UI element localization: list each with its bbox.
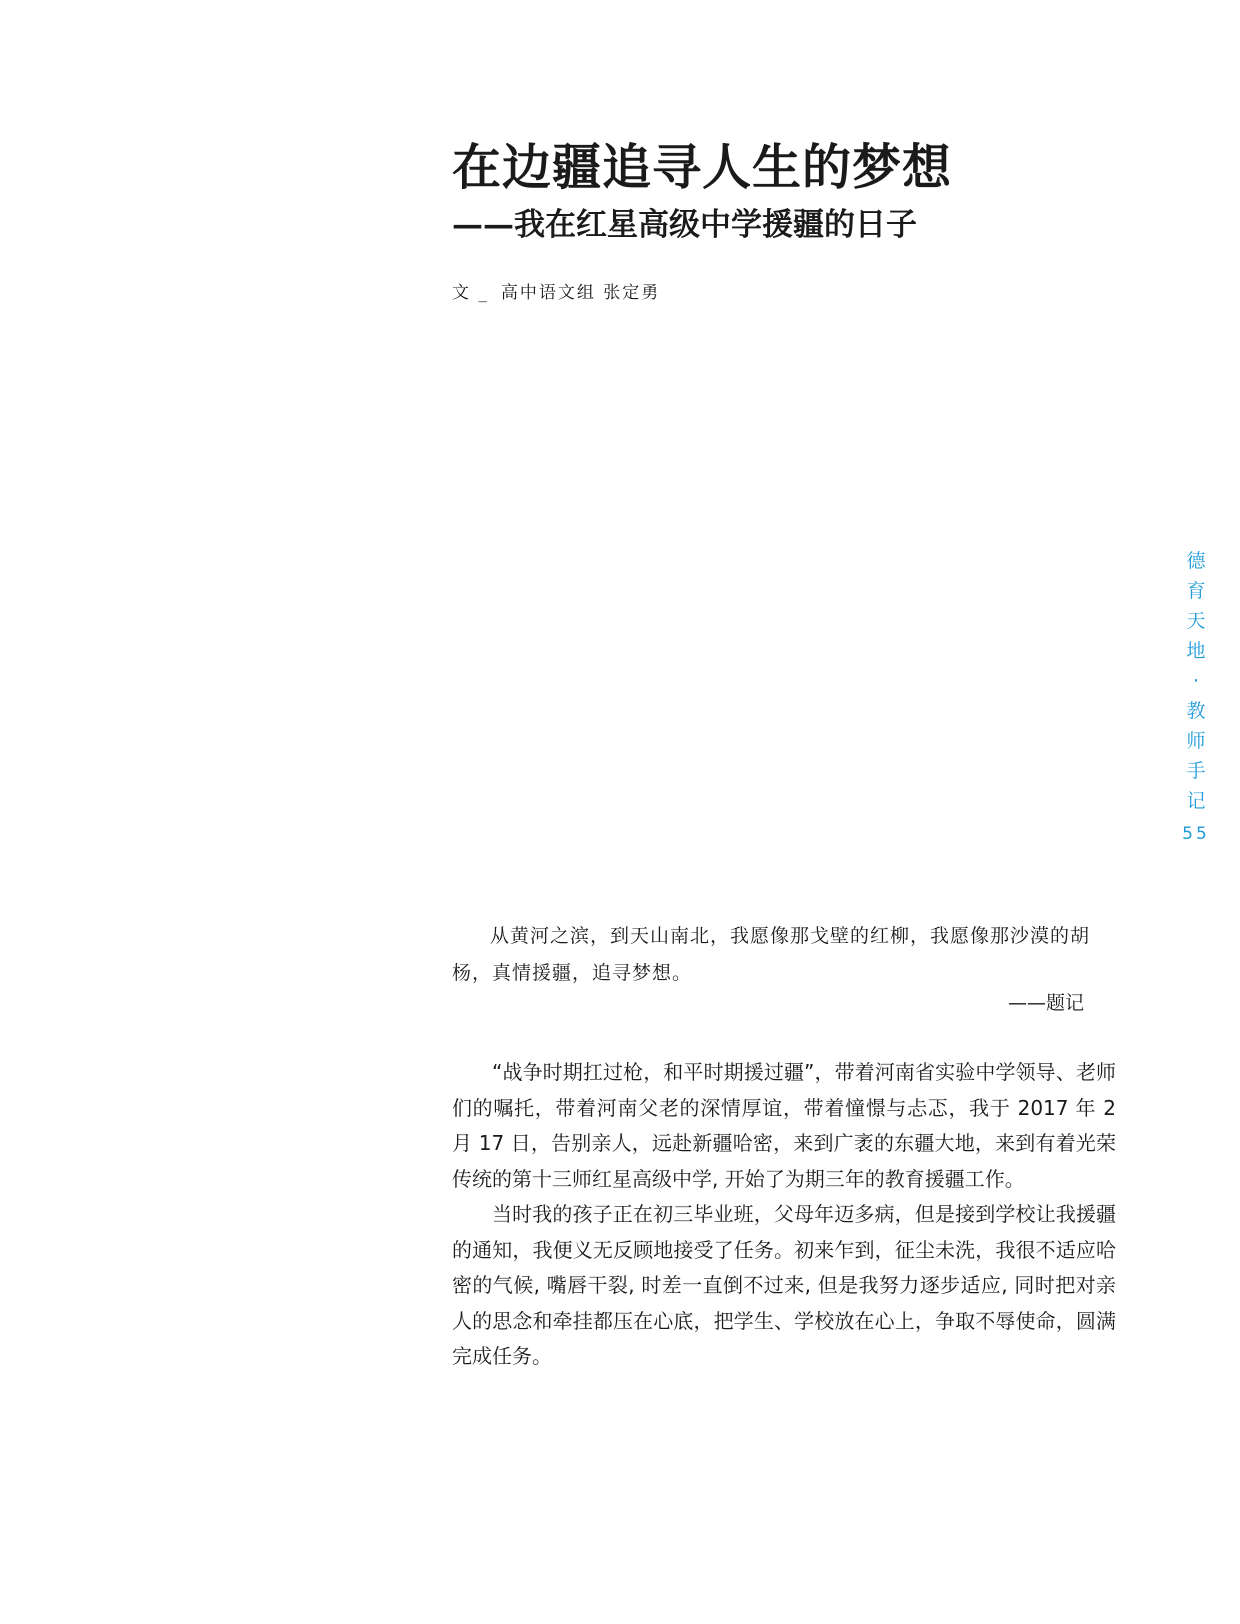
section-char: 地	[1186, 640, 1206, 662]
section-char: 教	[1186, 700, 1206, 722]
section-char: 手	[1186, 760, 1206, 782]
body-paragraph: “战争时期扛过枪，和平时期援过疆”，带着河南省实验中学领导、老师们的嘱托，带着河南父老的深情厚谊，带着憧憬与忐忑，我于 2017 年 2 月 17 日，告别亲人，远赴新疆哈密，来到广袤的东疆大地，来到有着光荣传统的第十三师红星高级中学, 开始了为期三年的教育援疆工作。	[452, 1060, 1116, 1191]
epigraph-signature: ——题记	[1008, 992, 1085, 1014]
section-char-separator: ·	[1192, 670, 1200, 692]
section-char: 师	[1186, 730, 1206, 752]
byline	[452, 281, 660, 305]
epigraph-text: 从黄河之滨，到天山南北，我愿像那戈壁的红柳，我愿像那沙漠的胡杨，真情援疆，追寻梦想。	[452, 925, 1091, 984]
section-char: 育	[1186, 580, 1206, 602]
byline-prefix: 文 _	[452, 283, 489, 303]
byline-author: 高中语文组 张定勇	[500, 283, 661, 303]
article-title: 在边疆追寻人生的梦想	[452, 138, 953, 196]
article-subtitle: ——我在红星高级中学援疆的日子	[452, 207, 917, 243]
section-char: 记	[1186, 790, 1206, 812]
page-number: 55	[1182, 824, 1210, 844]
section-char: 天	[1186, 610, 1206, 632]
section-side-tab	[1176, 546, 1216, 844]
section-char: 德	[1186, 550, 1206, 572]
article-body	[452, 1055, 1116, 1375]
body-paragraph: 当时我的孩子正在初三毕业班，父母年迈多病，但是接到学校让我援疆的通知，我便义无反顾地接受了任务。初来乍到，征尘未洗，我很不适应哈密的气候, 嘴唇干裂, 时差一直倒不过来, 但是我努力逐步适应, 同时把对亲人的思念和牵挂都压在心底，把学生、学校放在心上，争取不辱使命，圆满完成任务。	[452, 1202, 1116, 1368]
